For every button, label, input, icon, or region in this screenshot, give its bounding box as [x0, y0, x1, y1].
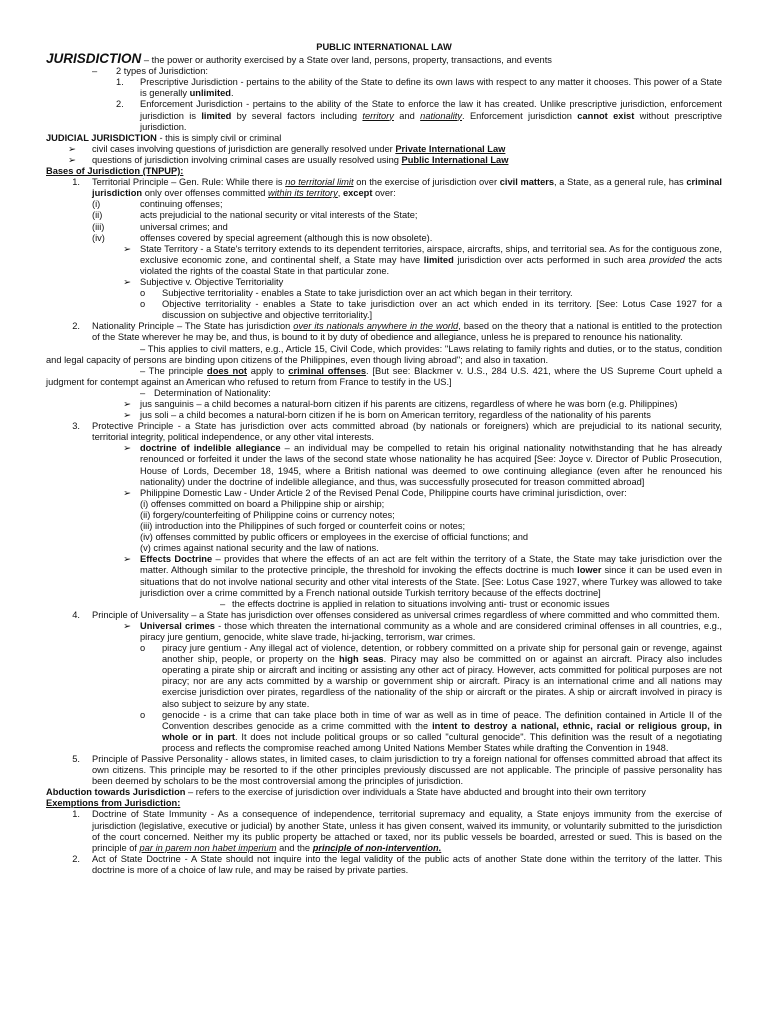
paragraph: – This applies to civil matters, e.g., Article 15, Civil Code, which provides: "Laws relating to family rights and duties, or to the status, condition and legal capacity of persons are binding upon citizens of the Philippines, even though living abroad"; and also in taxation.: [46, 343, 722, 365]
judicial-heading: JUDICIAL JURISDICTION: [46, 132, 157, 143]
abduction: Abduction towards Jurisdiction – refers to the exercise of jurisdiction over individuals a State have abducted and brought into their own territory: [46, 787, 646, 798]
list-item: (iv) offenses committed by public officers or employees in the exercise of official functions; and: [140, 532, 529, 543]
list-item: 3. Protective Principle - a State has jurisdiction over acts committed abroad (by nationals or foreigners) which are prejudicial to its national security, territorial integrity, political independence, or any other vital interests.: [72, 421, 722, 443]
judicial-jurisdiction: JUDICIAL JURISDICTION - this is simply civil or criminal: [46, 132, 282, 143]
list-item: 2. Act of State Doctrine - A State should not inquire into the legal validity of the public acts of another State done within the territory of the latter. This doctrine is more of a choice of law rule, and may be raised by private parties.: [72, 853, 722, 875]
list-item: (i) continuing offenses;: [92, 199, 223, 210]
list-item: o piracy jure gentium - Any illegal act of violence, detention, or robbery committed on a private ship for personal gain or revenge, against another ship, people, or property on the high seas. Piracy may also be committed on or against an aircraft. Piracy also includes operating a pirate ship or aircraft and inciting or assisting any other act of piracy. However, acts committed for political purposes are not piracy; nor are any acts committed by a warship or government ship or aircraft. Piracy is an international crime and all nations may exercise jurisdiction over pirates, regardless of the nationality of the ship or aircraft or the pirates. A ship or aircraft involved in piracy is also subject to seizure by any state.: [140, 643, 723, 709]
list-item: ➢ questions of jurisdiction involving criminal cases are usually resolved using Public International Law: [68, 154, 509, 165]
list-item: o genocide - is a crime that can take place both in time of war as well as in time of peace. The definition contained in Article II of the Convention describes genocide as a crime committed with the intent to destroy a national, ethnic, racial or religious group, in whole or in part. It does not include political groups or so called "cultural genocide". This definition was the result of a negotiating process and reflects the compromise reached among United Nations Member States while drafting the Convention in 1948.: [140, 709, 722, 753]
list-item: ➢ jus sanguinis – a child becomes a natural-born citizen if his parents are citizens, regardless of where he was born (e.g. Philippines): [123, 399, 678, 409]
list-item: (v) crimes against national security and the law of nations.: [140, 543, 379, 554]
roman-list: [46, 199, 722, 243]
list-item: ➢ Universal crimes - those which threaten the international community as a whole and are considered criminal offenses in all countries, e.g., piracy jure gentium, genocide, white slave trade, hi-jacking, terrorism, war crimes.: [123, 620, 722, 642]
list-item: ➢ Subjective v. Objective Territoriality: [123, 276, 284, 287]
list-item: 1. Prescriptive Jurisdiction - pertains to the ability of the State to define its own laws with respect to any matter it chooses. This power of a State is generally unlimited.: [116, 77, 722, 99]
list-item: 1. Territorial Principle – Gen. Rule: While there is no territorial limit on the exercise of jurisdiction over civil matters, a State, as a general rule, has criminal jurisdiction only over offenses committed within its territory, except over:: [72, 177, 722, 199]
list-item: (iii) universal crimes; and: [92, 221, 228, 232]
list-item: – the effects doctrine is applied in relation to situations involving anti- trust or economic issues: [220, 598, 610, 609]
list-item: 2. Nationality Principle – The State has jurisdiction over its nationals anywhere in the world, based on the theory that a national is entitled to the protection of the State wherever he may be, and thus, is bound to it by duty of obedience and allegiance, unless he is prepared to renounce his nationality.: [72, 321, 722, 343]
paragraph: – The principle does not apply to criminal offenses. [But see: Blackmer v. U.S., 284 U.S. 421, where the US Supreme Court upheld a judgment for contempt against an American who refused to return from France to testify in the US.]: [46, 365, 722, 387]
list-item: ➢ doctrine of indelible allegiance – an individual may be compelled to retain his original nationality notwithstanding that he has already renounced or forfeited it under the laws of the second state whose nationality he has acquired [See: Joyce v. Director of Public Prosecution, House of Lords, December 18, 1945, where a British national was deemed to owe continuing allegiance (even after he renounced his nationality) under the doctrine of indelible allegiance, and thus, was successfully prosecuted for treason committed abroad]: [123, 443, 722, 487]
list-item: (ii) acts prejudicial to the national security or vital interests of the State;: [92, 210, 418, 221]
list-item: o Subjective territoriality - enables a State to take jurisdiction over an act which began in their territory.: [140, 288, 573, 299]
pdl-list: [46, 499, 722, 554]
list-item: ➢ State Territory - a State's territory extends to its dependent territories, airspace, aircrafts, ships, and territorial sea. As for the contiguous zone, exclusive economic zone, and continental shelf, a State may have limited jurisdiction over acts performed in such area provided the acts violated the rights of the coastal State in that particular zone.: [123, 243, 723, 276]
list-item: 5. Principle of Passive Personality - allows states, in limited cases, to claim jurisdiction to try a foreign national for offenses committed abroad that affect its own citizens. This principle may be resorted to if the other principles previously discussed are not applicable. The principle of passive personality has been deemed by scholars to be the most controversial among the principles of jurisdiction.: [72, 754, 722, 787]
document-page: [46, 42, 722, 876]
jurisdiction-definition: JURISDICTION – the power or authority exercised by a State over land, persons, property, transactions, and events: [46, 51, 552, 67]
list-item: ➢ Effects Doctrine – provides that where the effects of an act are felt within the territory of a State, the State may take jurisdiction over the matter. Although similar to the protective principle, the threshold for invoking the effects doctrine is much lower since it can be used even in situations that do not involve national security and other vital interests of the State. [See: Lotus Case 1927, where Turkey was allowed to take jurisdiction over a crime committed by a French national outside Turkish territory because of the effects doctrine]: [123, 554, 722, 598]
jurisdiction-heading: JURISDICTION: [46, 51, 142, 67]
list-item: 2. Enforcement Jurisdiction - pertains to the ability of the State to enforce the law it has created. Unlike prescriptive jurisdiction, enforcement jurisdiction is limited by several factors including territory and nationality. Enforcement jurisdiction cannot exist without prescriptive jurisdiction.: [116, 99, 722, 132]
exemptions-heading: Exemptions from Jurisdiction:: [46, 798, 181, 809]
types-intro: – 2 types of Jurisdiction:: [92, 66, 208, 77]
list-item: (i) offenses committed on board a Philippine ship or airship;: [140, 498, 385, 509]
abduction-heading: Abduction towards Jurisdiction: [46, 787, 186, 798]
bases-heading: Bases of Jurisdiction (TNPUP):: [46, 166, 184, 177]
list-item: ➢ civil cases involving questions of jurisdiction are generally resolved under Private International Law: [68, 143, 506, 154]
list-item: ➢ Philippine Domestic Law - Under Article 2 of the Revised Penal Code, Philippine courts have criminal jurisdiction, over:: [123, 487, 627, 498]
list-item: (ii) forgery/counterfeiting of Philippine coins or currency notes;: [140, 509, 395, 520]
list-item: o Objective territoriality - enables a State to take jurisdiction over an act which ended in its territory. [See: Lotus Case 1927 for a discussion on subjective and objective territoriality.]: [140, 299, 722, 321]
list-item: 4. Principle of Universality – a State has jurisdiction over offenses considered as universal crimes regardless of where committed and who committed them.: [72, 609, 720, 620]
list-item: ➢ jus soli – a child becomes a natural-born citizen if he is born on American territory, regardless of the nationality of his parents: [123, 410, 651, 421]
document-title: PUBLIC INTERNATIONAL LAW: [316, 42, 452, 52]
list-item: (iv) offenses covered by special agreement (although this is now obsolete).: [92, 232, 433, 243]
list-item: (iii) introduction into the Philippines of such forged or counterfeit coins or notes;: [140, 521, 466, 532]
list-item: 1. Doctrine of State Immunity - As a consequence of independence, territorial supremacy and equality, a State enjoys immunity from the exercise of jurisdiction (legislative, executive or judicial) by another State, unless it has given consent, waived its immunity, or voluntarily submitted to the jurisdiction of the court concerned. Neither my its public property be attached or taxed, nor its public vessels be boarded, arrested or sued. This is based on the principle of par in parem non habet imperium and the principle of non-intervention.: [72, 809, 722, 853]
list-item: – Determination of Nationality:: [140, 387, 271, 398]
